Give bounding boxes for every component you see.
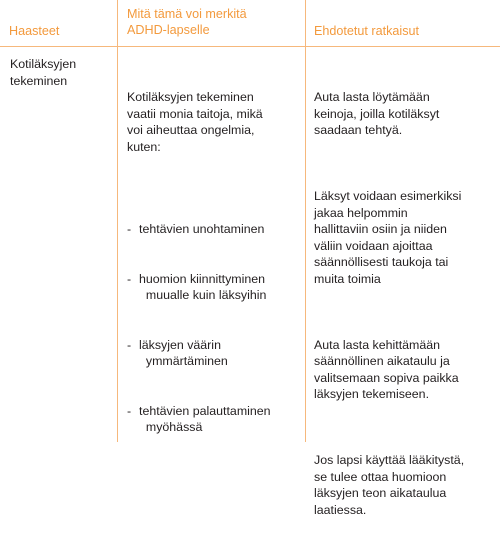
meaning-intro: Kotiläksyjen tekeminen vaatii monia taitoja, mikä voi aiheuttaa ongelmia, kuten: (127, 90, 263, 154)
meaning-list (127, 188, 271, 469)
solution-paragraph: Läksyt voidaan esimerkiksi jakaa helpommin hallittaviin osiin ja niiden väliin voidaan ajoittaa säännöllisesti taukoja tai muita toimia (314, 189, 462, 286)
column-divider-1 (117, 0, 118, 442)
header-rule (0, 46, 500, 47)
solution-paragraph: Auta lasta löytämään keinoja, joilla kotiläksyt saadaan tehtyä. (314, 90, 440, 137)
header-challenges: Haasteet (9, 24, 60, 38)
column-divider-2 (305, 0, 306, 442)
header-meaning: Mitä tämä voi merkitä ADHD-lapselle (127, 7, 247, 37)
list-item: - tehtävien palauttaminen myöhässä (127, 403, 271, 436)
list-item: - tehtävien unohtaminen (127, 221, 271, 238)
list-item: - läksyjen väärin ymmärtäminen (127, 337, 271, 370)
solution-paragraph: Auta lasta kehittämään säännöllinen aikataulu ja valitsemaan sopiva paikka läksyjen tekemiseen. (314, 337, 459, 401)
header-solutions: Ehdotetut ratkaisut (314, 24, 420, 38)
solutions-cell (314, 56, 464, 551)
meaning-cell (127, 56, 271, 502)
list-item: - huomion kiinnittyminen muualle kuin läksyihin (127, 271, 271, 304)
solution-paragraph: Jos lapsi käyttää lääkitystä, se tulee ottaa huomioon läksyjen teon aikataulua laatiessa. (314, 453, 465, 517)
challenge-cell: Kotiläksyjen tekeminen (10, 57, 77, 88)
